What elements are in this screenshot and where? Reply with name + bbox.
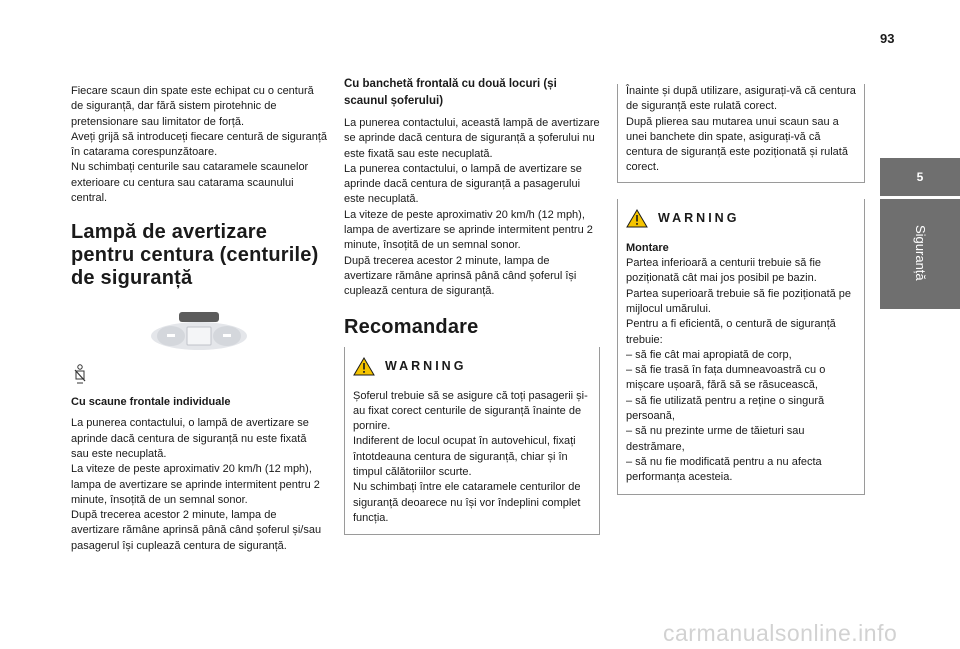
mounting-paragraph-1: Partea inferioară a centurii trebuie să fie poziționată cât mai jos posibil pe bazin. (626, 257, 822, 285)
column-1 (71, 84, 327, 554)
seatbelt-warning-icon (71, 364, 327, 388)
chapter-tab-label-text: Siguranță (913, 225, 928, 281)
intro-paragraph-3: Nu schimbați centurile sau cataramele scaunelor exterioare cu centura sau catarama scaunului central. (71, 161, 309, 205)
section-heading-warning-lamp: Lampă de avertizare pentru centura (centurile) de siguranță (71, 221, 319, 290)
intro-paragraph-2: Aveți grijă să introduceți fiecare centură de siguranță în catarama corespunzătoare. (71, 130, 327, 159)
mounting-list-item-5: – să nu fie modificată pentru a nu afecta performanța acesteia. (626, 455, 822, 484)
watermark: carmanualsonline.info (663, 620, 898, 646)
dashboard-cluster-icon (71, 310, 327, 358)
warning-paragraph-3: Nu schimbați între ele cataramele centurilor de siguranță deoarece nu își vor îndeplini complet funcția. (353, 481, 581, 524)
warning-box-recommendation (344, 347, 600, 536)
warning-box-mounting (617, 199, 865, 495)
subheading-individual-seats: Cu scaune frontale individuale (71, 396, 231, 409)
warning-title: WARNING (658, 211, 740, 226)
continued-paragraph-1: Înainte și după utilizare, asigurați-vă că centura de siguranță este rulată corect. (626, 85, 856, 113)
warning-header (626, 207, 856, 231)
intro-paragraph-1: Fiecare scaun din spate este echipat cu o centură de siguranță, dar fără sistem pirotehnic de pretensionare sau limitator de forță. (71, 85, 314, 128)
warning-triangle-icon (353, 357, 375, 376)
mounting-list-item-4: – să nu prezinte urme de tăieturi sau destrămare, (626, 425, 805, 453)
continued-paragraph-2: După plierea sau mutarea unui scaun sau a unei banchete din spate, asigurați-vă că centura de siguranță este poziționată și rulată corect. (626, 115, 848, 174)
warning-triangle-icon (626, 209, 648, 228)
bench-paragraph-1: La punerea contactului, această lampă de avertizare se aprinde dacă centura de siguranță a șoferului nu este fixată sau este necuplată. (344, 117, 600, 160)
warning-title: WARNING (385, 358, 467, 373)
body-paragraph-1: La punerea contactului, o lampă de avertizare se aprinde dacă centura de siguranță nu este fixată sau este necuplată. (71, 417, 309, 460)
bench-paragraph-3: La viteze de peste aproximativ 20 km/h (12 mph), lampa de avertizare se aprinde intermitent pentru 2 minute, însoțită de un semnal sonor. (344, 208, 593, 252)
warning-subtitle: Montare (626, 241, 669, 254)
mounting-list-item-2: – să fie trasă în fața dumneavoastră cu o mișcare ușoară, fără să se răsucească, (626, 364, 826, 392)
bench-paragraph-4: După trecerea acestor 2 minute, lampa de avertizare rămâne aprinsă până când șoferul își cuplează centura de siguranță. (344, 254, 577, 298)
warning-header (353, 355, 591, 379)
section-heading-recommendation: Recomandare (344, 315, 479, 338)
body-paragraph-3: După trecerea acestor 2 minute, lampa de avertizare rămâne aprinsă până când șoferul și/sau pasagerul își cuplează centura de siguranță. (71, 509, 322, 552)
subheading-bench-seat: Cu banchetă frontală cu două locuri (și scaunul șoferului) (344, 78, 557, 107)
body-paragraph-2: La viteze de peste aproximativ 20 km/h (12 mph), lampa de avertizare se aprinde intermitent pentru 2 minute, însoțită de un semnal sonor. (71, 463, 320, 506)
continued-box (617, 84, 865, 183)
page-number: 93 (880, 31, 895, 46)
bench-paragraph-2: La punerea contactului, o lampă de avertizare se aprinde dacă centura de siguranță a pasagerului este necuplată. (344, 162, 582, 206)
warning-paragraph-2: Indiferent de locul ocupat în autovehicul, fixați întotdeauna centura de siguranță, chiar și în timpul călătoriilor scurte. (353, 435, 576, 479)
chapter-tab-number[interactable]: 5 (880, 158, 960, 196)
column-3 (617, 84, 865, 495)
mounting-paragraph-3: Pentru a fi eficientă, o centură de siguranță trebuie: (626, 318, 836, 346)
mounting-list-item-3: – să fie utilizată pentru a reține o singură persoană, (626, 394, 825, 423)
chapter-tab-label[interactable] (880, 199, 960, 309)
mounting-paragraph-2: Partea superioară trebuie să fie poziționată pe mijlocul umărului. (626, 287, 852, 315)
warning-paragraph-1: Șoferul trebuie să se asigure că toți pasagerii și-au fixat corect centurile de siguranță înainte de pornire. (353, 389, 588, 433)
column-2 (344, 76, 600, 535)
mounting-list-item-1: – să fie cât mai apropiată de corp, (626, 348, 792, 361)
